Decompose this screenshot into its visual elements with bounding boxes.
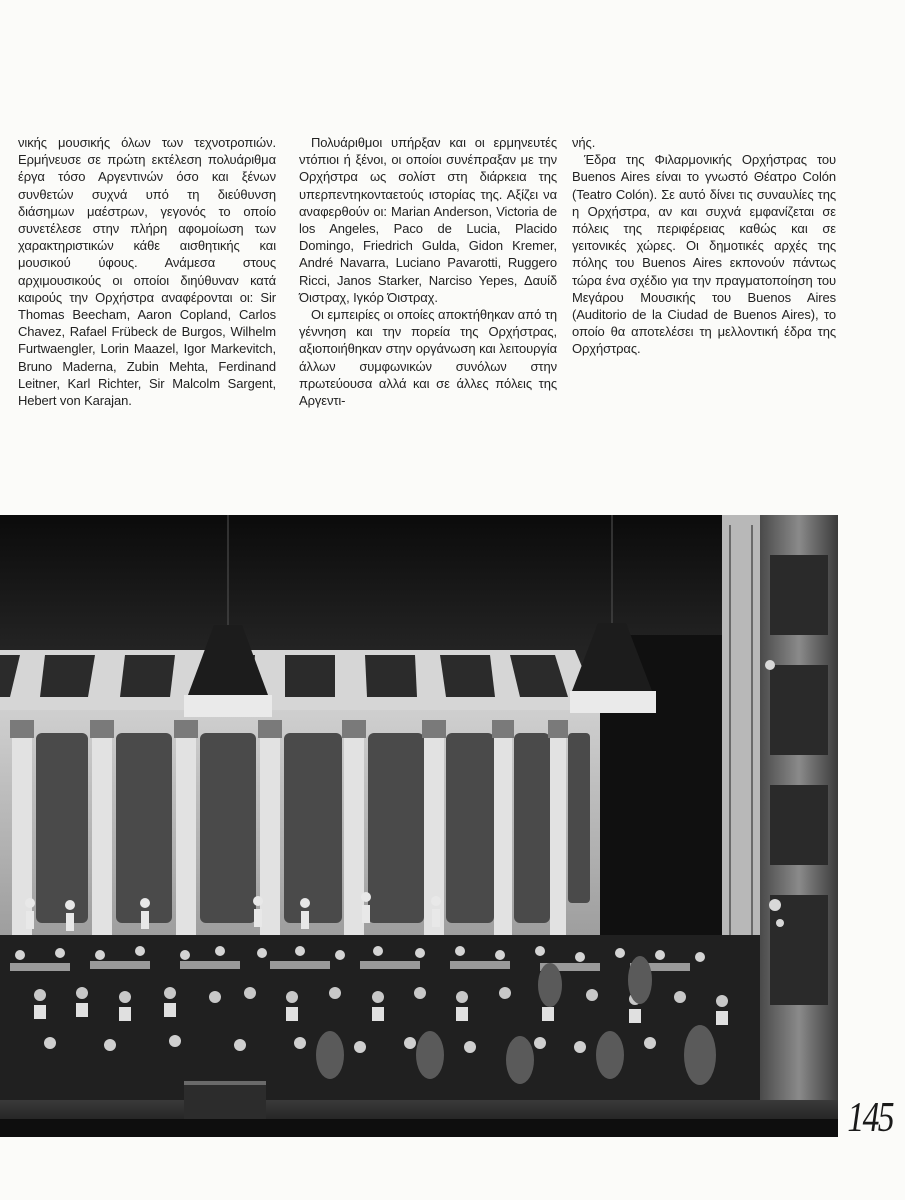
text-column-1 xyxy=(18,134,276,409)
paragraph: νής. xyxy=(572,135,596,150)
orchestra-photo xyxy=(0,515,838,1137)
canopy xyxy=(0,650,600,710)
text-column-3 xyxy=(572,134,836,358)
paragraph: Έδρα της Φιλαρμονικής Ορχήστρας του Buenos Aires είναι το γνωστό Θέατρο Colón (Teatro Colón). Σε αυτό δίνει τις συναυλίες της η Ορχήστρα, αν και συχνά εμφανίζεται σε πόλεις της περιφέρειας καθώς και σε γειτονικές χώρες. Οι δημοτικές αρχές της πόλης του Buenos Aires εκπονούν πάντως τώρα ένα σχέδιο για την πραγματοποίηση του Μεγάρου Μουσικής του Buenos Aires (Auditorio de la Ciudad de Buenos Aires), το οποίο θα αποτελέσει τη μελλοντική έδρα της Ορχήστρας. xyxy=(572,152,836,357)
text-column-2 xyxy=(299,134,557,409)
paragraph: νικής μουσικής όλων των τεχνοτροπιών. Ερμήνευσε σε πρώτη εκτέλεση πολυάριθμα έργα τόσο Αργεντινών όσο και ξένων συνθετών συχνά υπό τη διεύθυνση διάσημων μαέστρων, γεγονός το οποίο συνετέλεσε στην πλήρη αφομοίωση των χαρακτηριστικών κάθε αισθητικής και μουσικού ύφους. Ανάμεσα στους αρχιμουσικούς οι οποίοι διηύθυναν κατά καιρούς την Ορχήστρα αναφέρονται οι: Sir Thomas Beecham, Aaron Copland, Carlos Chavez, Rafael Frübeck de Burgos, Wilhelm Furtwaengler, Lorin Maazel, Igor Markevitch, Bruno Maderna, Zubin Mehta, Ferdinand Leitner, Karl Richter, Sir Malcolm Sargent, Hebert von Karajan. xyxy=(18,135,276,409)
paragraph: Οι εμπειρίες οι οποίες αποκτήθηκαν από τη γέννηση και την πορεία της Ορχήστρας, αξιοποιήθηκαν στην οργάνωση και λειτουργία άλλων συμφωνικών συνόλων στην πρωτεύουσα αλλά και σε άλλες πόλεις της Αργεντι- xyxy=(299,307,557,409)
page-number: 145 xyxy=(847,1095,893,1141)
paragraph: Πολυάριθμοι υπήρξαν και οι ερμηνευτές ντόπιοι ή ξένοι, οι οποίοι συνέπραξαν με την Ορχήστρα ως σολίστ στη διάρκεια της υπερπεντηκονταετούς ιστορίας της. Αξίζει να αναφερθούν οι: Marian Anderson, Victoria de los Angeles, Paco de Lucia, Placido Domingo, Friedrich Gulda, Gidon Kremer, André Navarra, Luciano Pavarotti, Ruggero Ricci, Janos Starker, Narciso Yepes, Δαυίδ Όιστραχ, Ιγκόρ Όιστραχ. xyxy=(299,135,557,305)
